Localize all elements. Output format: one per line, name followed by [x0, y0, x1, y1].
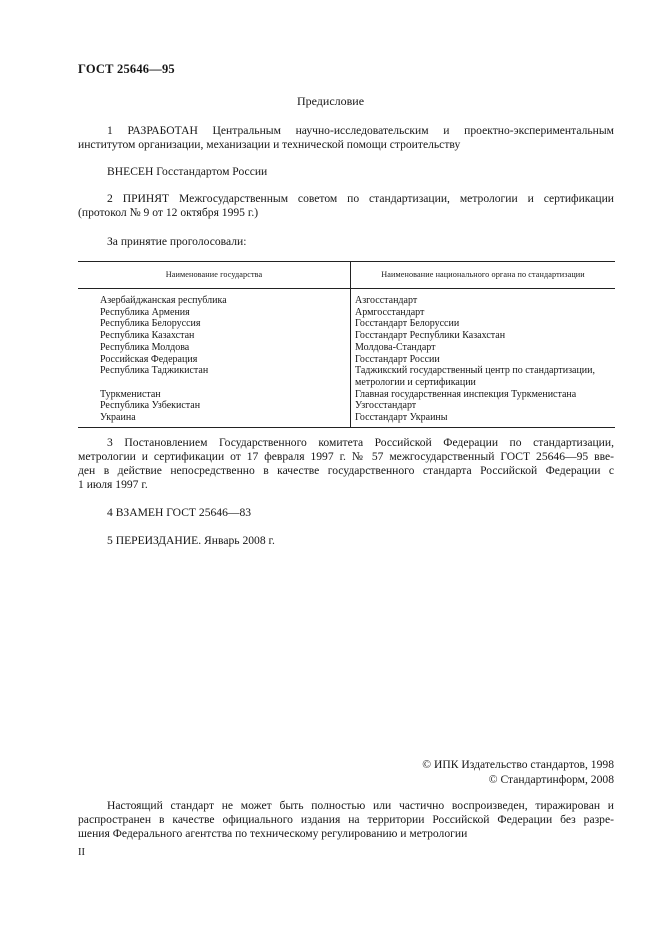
- copyright-line-2: © Стандартинформ, 2008: [488, 773, 614, 786]
- body-cell: Главная государственная инспекция Туркменистана: [355, 388, 577, 400]
- table-row: [78, 365, 615, 388]
- table-row: [78, 400, 615, 412]
- body-cell: Госстандарт России: [355, 353, 440, 365]
- state-cell: Украина: [78, 412, 351, 427]
- replaces-paragraph: 4 ВЗАМЕН ГОСТ 25646—83: [107, 506, 252, 519]
- enactment-line-3: ден в действие непосредственно в качестве государственного стандарта Российской Федерации с: [78, 464, 614, 477]
- enactment-paragraph: [78, 436, 614, 492]
- voting-table: [78, 261, 615, 428]
- state-cell: Республика Армения: [78, 307, 351, 319]
- body-cell: Азгосстандарт: [355, 295, 418, 306]
- notice-line-3: шения Федерального агентства по техническому регулированию и метрологии: [78, 827, 468, 840]
- body-cell: Армгосстандарт: [355, 306, 425, 318]
- standard-number: ГОСТ 25646—95: [78, 62, 175, 76]
- table-row: [78, 307, 615, 319]
- page-number: II: [78, 847, 85, 858]
- enactment-line-2: метрологии и сертификации от 17 февраля 1997 г. № 57 межгосударственный ГОСТ 25646—95 вве-: [78, 450, 614, 463]
- state-cell: Республика Белоруссия: [78, 318, 351, 330]
- body-cell: Госстандарт Белоруссии: [355, 318, 460, 330]
- state-cell: Азербайджанская республика: [78, 289, 351, 307]
- adopted-line-2: (протокол № 9 от 12 октября 1995 г.): [78, 206, 259, 219]
- reissue-paragraph: 5 ПЕРЕИЗДАНИЕ. Январь 2008 г.: [107, 534, 275, 547]
- introduced-paragraph: ВНЕСЕН Госстандартом России: [107, 165, 268, 178]
- state-cell: Республика Таджикистан: [78, 365, 351, 388]
- table-row: [78, 412, 615, 427]
- body-cell: Узгосстандарт: [355, 400, 417, 412]
- body-cell: Таджикский государственный центр по стандартизации, метрологии и сертификации: [355, 365, 596, 388]
- enactment-line-1: 3 Постановлением Государственного комитета Российской Федерации по стандартизации,: [107, 436, 614, 449]
- column-header-state: Наименование государства: [78, 262, 351, 289]
- state-cell: Республика Молдова: [78, 342, 351, 354]
- table-row: [78, 342, 615, 354]
- adopted-line-1: 2 ПРИНЯТ Межгосударственным советом по стандартизации, метрологии и сертификации: [107, 192, 614, 205]
- developed-line-2: институтом организации, механизации и технической помощи строительству: [78, 138, 461, 151]
- state-cell: Республика Узбекистан: [78, 400, 351, 412]
- notice-line-2: распространен в качестве официального издания на территории Российской Федерации без разре-: [78, 813, 614, 826]
- table-row: [78, 330, 615, 342]
- developed-line-1: 1 РАЗРАБОТАН Центральным научно-исследовательским и проектно-экспериментальным: [107, 124, 614, 137]
- copyright-block: [422, 757, 614, 787]
- developed-paragraph: [78, 124, 614, 152]
- notice-line-1: Настоящий стандарт не может быть полностью или частично воспроизведен, тиражирован и: [107, 799, 614, 812]
- body-cell: Молдова-Стандарт: [355, 341, 436, 353]
- state-cell: Российская Федерация: [78, 354, 351, 366]
- copyright-line-1: © ИПК Издательство стандартов, 1998: [422, 758, 614, 771]
- table-row: [78, 354, 615, 366]
- state-cell: Туркменистан: [78, 389, 351, 401]
- enactment-line-4: 1 июля 1997 г.: [78, 478, 148, 491]
- column-header-body: Наименование национального органа по стандартизации: [351, 262, 616, 289]
- preface-title: Предисловие: [296, 94, 365, 108]
- body-cell: Госстандарт Республики Казахстан: [355, 330, 506, 342]
- body-cell: Госстандарт Украины: [351, 412, 616, 427]
- table-row: [78, 289, 615, 307]
- table-header-row: [78, 262, 615, 289]
- table-row: [78, 389, 615, 401]
- adopted-paragraph: [78, 192, 614, 220]
- reproduction-notice: [78, 799, 614, 841]
- state-cell: Республика Казахстан: [78, 330, 351, 342]
- table-row: [78, 318, 615, 330]
- voted-label: За принятие проголосовали:: [107, 235, 247, 248]
